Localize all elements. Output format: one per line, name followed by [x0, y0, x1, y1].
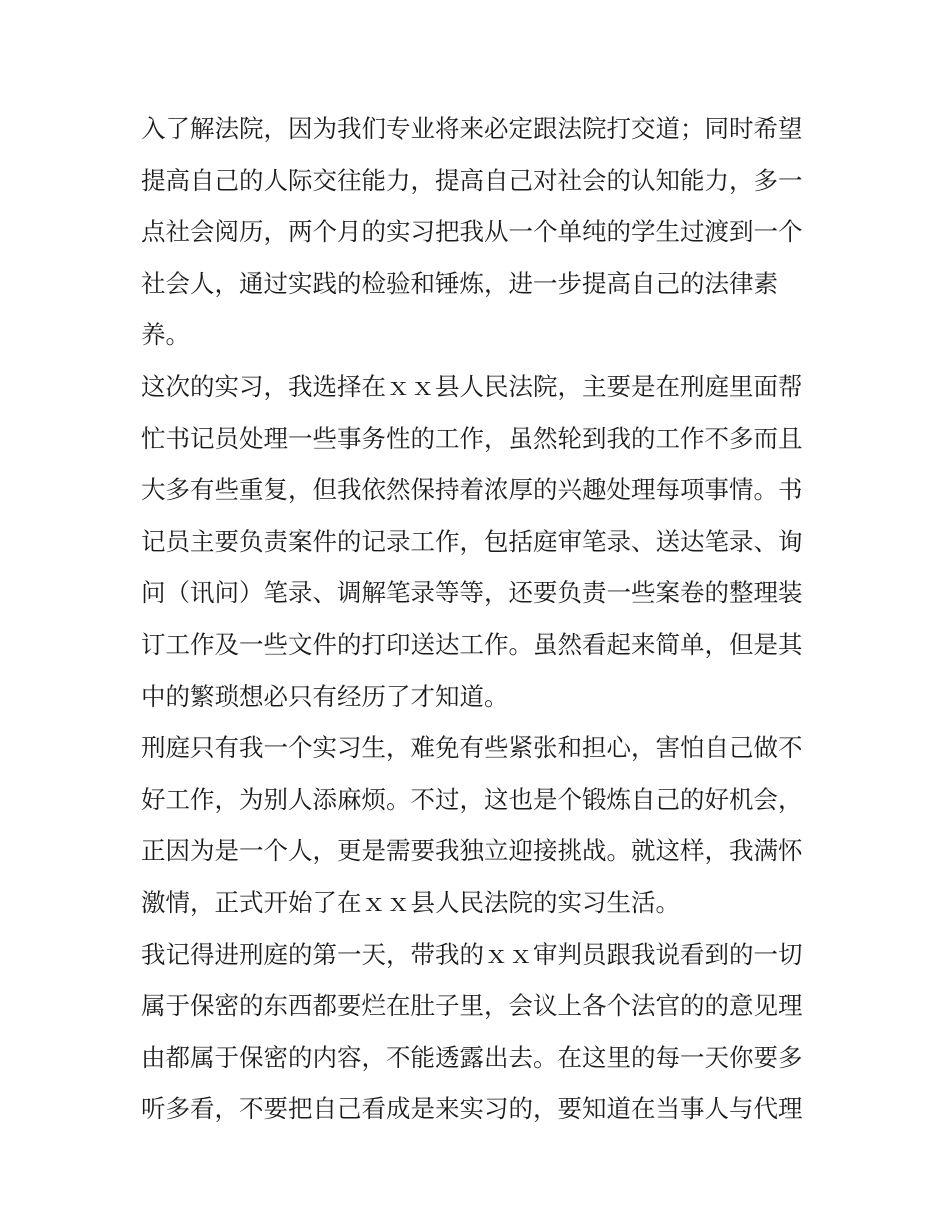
text-line: 养。	[141, 320, 190, 350]
text-line: 中的繁琐想必只有经历了才知道。	[141, 681, 509, 711]
text-line: 入了解法院，因为我们专业将来必定跟法院打交道；同时希望	[141, 114, 803, 143]
document-body	[141, 103, 821, 1135]
text-line: 订工作及一些文件的打印送达工作。虽然看起来简单，但是其	[141, 629, 803, 659]
text-line: 刑庭只有我一个实习生，难免有些紧张和担心，害怕自己做不	[141, 733, 803, 763]
text-line: 这次的实习，我选择在ｘｘ县人民法院，主要是在刑庭里面帮	[141, 371, 803, 401]
text-line: 社会人，通过实践的检验和锤炼，进一步提高自己的法律素	[141, 268, 778, 298]
text-line: 问（讯问）笔录、调解笔录等等，还要负责一些案卷的整理装	[141, 578, 803, 608]
text-line: 属于保密的东西都要烂在肚子里，会议上各个法官的的意见理	[141, 991, 803, 1021]
text-line: 忙书记员处理一些事务性的工作，虽然轮到我的工作不多而且	[141, 423, 803, 453]
text-line: 大多有些重复，但我依然保持着浓厚的兴趣处理每项事情。书	[141, 475, 803, 505]
text-line: 提高自己的人际交往能力，提高自己对社会的认知能力，多一	[141, 165, 803, 195]
text-line: 我记得进刑庭的第一天，带我的ｘｘ审判员跟我说看到的一切	[141, 939, 803, 969]
text-line: 正因为是一个人，更是需要我独立迎接挑战。就这样，我满怀	[141, 836, 803, 866]
text-line: 好工作，为别人添麻烦。不过，这也是个锻炼自己的好机会，	[141, 784, 803, 814]
text-line: 点社会阅历，两个月的实习把我从一个单纯的学生过渡到一个	[141, 217, 803, 247]
text-line: 激情，正式开始了在ｘｘ县人民法院的实习生活。	[141, 887, 680, 917]
text-line: 由都属于保密的内容，不能透露出去。在这里的每一天你要多	[141, 1042, 803, 1072]
text-line: 听多看，不要把自己看成是来实习的，要知道在当事人与代理	[141, 1094, 803, 1124]
text-line: 记员主要负责案件的记录工作，包括庭审笔录、送达笔录、询	[141, 526, 803, 556]
